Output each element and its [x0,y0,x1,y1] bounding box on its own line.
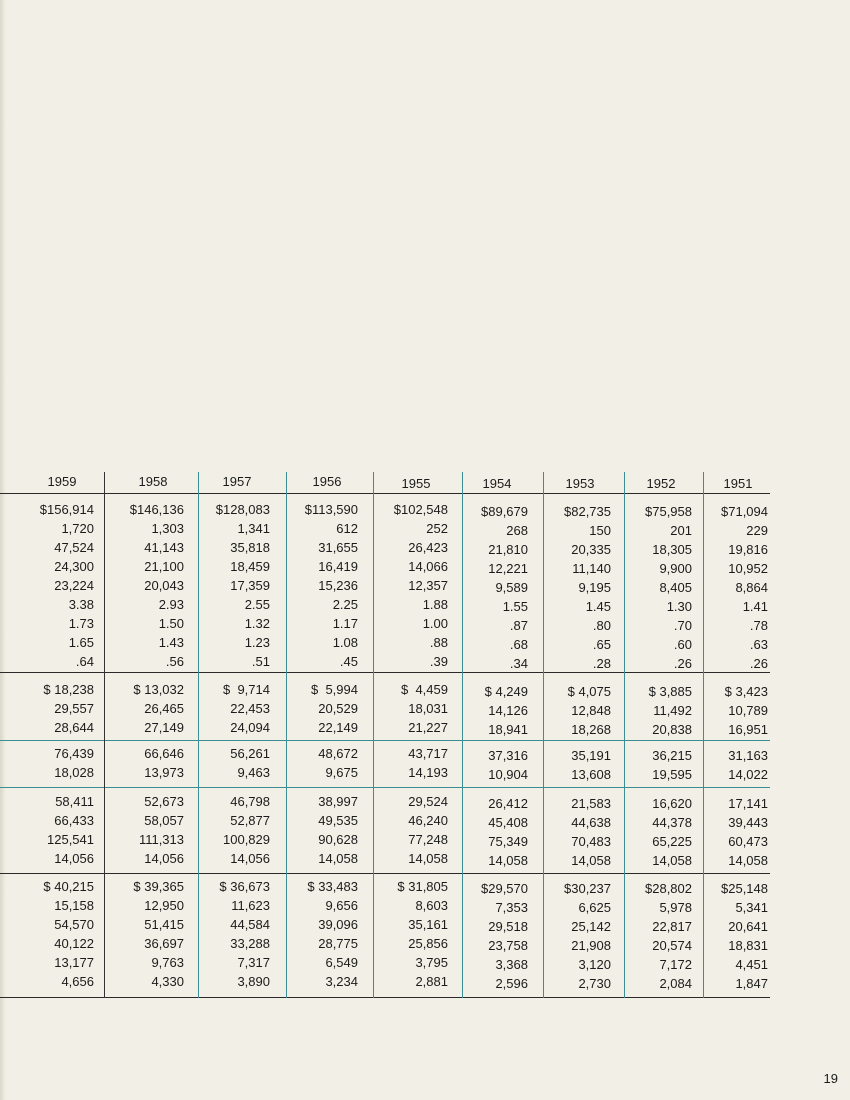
table-cell: $113,590 [304,502,358,517]
table-cell: 2,596 [495,976,528,991]
table-cell: .26 [673,656,692,671]
table-cell: 22,817 [652,919,692,934]
table-cell: 8,603 [415,898,448,913]
table-cell: 11,492 [653,703,692,718]
table-cell: 9,763 [151,955,184,970]
year-header-1954: 1954 [482,476,512,491]
table-cell: 66,433 [54,813,94,828]
table-cell: .51 [251,654,270,669]
table-cell: 3,795 [415,955,448,970]
table-cell: $156,914 [39,502,94,517]
table-cell: 31,655 [318,540,358,555]
table-cell: 14,058 [728,853,768,868]
table-cell: 4,330 [151,974,184,989]
table-cell: 14,056 [144,851,184,866]
table-cell: 2,881 [415,974,448,989]
table-cell: .64 [75,654,94,669]
table-cell: 3.38 [68,597,94,612]
table-cell: 2.55 [244,597,270,612]
table-cell: 14,058 [408,851,448,866]
table-cell: 3,368 [495,957,528,972]
table-cell: 2,730 [578,976,611,991]
table-cell: 23,224 [54,578,94,593]
table-cell: 43,717 [408,746,448,761]
table-cell: 111,313 [138,832,184,847]
table-cell: 5,978 [659,900,692,915]
table-cell: .78 [749,618,768,633]
table-cell: 20,529 [318,701,358,716]
table-cell: 36,215 [652,748,692,763]
table-cell: 15,236 [318,578,358,593]
page-number: 19 [823,1071,838,1086]
table-cell: 16,620 [652,796,692,811]
table-cell: $28,802 [645,881,692,896]
table-cell: 9,589 [495,580,528,595]
table-cell: 46,240 [408,813,448,828]
table-cell: .60 [673,637,692,652]
table-cell: 40,122 [54,936,94,951]
table-cell: 13,177 [54,955,94,970]
table-cell: 7,353 [495,900,528,915]
table-cell: 58,057 [144,813,184,828]
table-cell: 21,227 [408,720,448,735]
table-cell: 1.55 [502,599,528,614]
table-cell: 14,058 [652,853,692,868]
table-cell: 44,584 [230,917,270,932]
table-cell: 26,465 [144,701,184,716]
table-cell: 77,248 [408,832,448,847]
table-cell: $82,735 [564,504,611,519]
table-cell: .28 [592,656,611,671]
table-cell: 8,405 [659,580,692,595]
table-cell: 33,288 [230,936,270,951]
table-cell: 13,973 [144,765,184,780]
table-cell: 201 [670,523,692,538]
table-cell: 18,031 [408,701,448,716]
table-cell: 18,941 [488,722,528,737]
table-cell: $ 13,032 [133,682,184,697]
table-cell: 51,415 [144,917,184,932]
table-cell: 2,084 [659,976,692,991]
table-cell: .65 [592,637,611,652]
table-cell: 54,570 [54,917,94,932]
table-cell: .80 [592,618,611,633]
table-cell: 9,463 [237,765,270,780]
year-header-1951: 1951 [723,476,753,491]
table-cell: 14,193 [408,765,448,780]
table-cell: 35,191 [571,748,611,763]
table-cell: 36,697 [144,936,184,951]
table-cell: 24,094 [230,720,270,735]
table-cell: 60,473 [728,834,768,849]
table-cell: 21,100 [144,559,184,574]
table-cell: 14,058 [488,853,528,868]
year-header-1956: 1956 [312,474,342,489]
table-cell: $ 4,249 [484,684,528,699]
table-cell: 56,261 [230,746,270,761]
table-cell: 12,357 [408,578,448,593]
table-cell: $29,570 [481,881,528,896]
table-cell: 1.17 [332,616,358,631]
year-header-1959: 1959 [47,474,77,489]
table-cell: 4,451 [735,957,768,972]
table-cell: 22,453 [230,701,270,716]
table-cell: $ 33,483 [307,879,358,894]
table-cell: 6,625 [578,900,611,915]
table-cell: 38,997 [318,794,358,809]
table-cell: 20,574 [652,938,692,953]
table-cell: $71,094 [721,504,768,519]
table-cell: 21,583 [571,796,611,811]
table-cell: 65,225 [652,834,692,849]
rule-4 [0,873,770,874]
table-cell: 9,195 [578,580,611,595]
rule-2 [0,740,770,741]
table-cell: 18,305 [652,542,692,557]
table-cell: .68 [509,637,528,652]
table-cell: 25,856 [408,936,448,951]
table-cell: 1.41 [742,599,768,614]
table-cell: 90,628 [318,832,358,847]
rule-0 [0,493,770,494]
table-cell: $30,237 [564,881,611,896]
table-cell: 3,234 [325,974,358,989]
table-cell: 16,419 [318,559,358,574]
table-cell: 66,646 [144,746,184,761]
table-cell: 17,141 [728,796,768,811]
table-cell: 19,595 [652,767,692,782]
year-header-1953: 1953 [565,476,595,491]
table-cell: 1.43 [158,635,184,650]
table-cell: 1.73 [68,616,94,631]
table-cell: 14,058 [318,851,358,866]
year-header-1955: 1955 [401,476,431,491]
year-header-1952: 1952 [646,476,676,491]
table-cell: .88 [429,635,448,650]
table-cell: 18,459 [230,559,270,574]
year-header-1958: 1958 [138,474,168,489]
table-cell: 6,549 [325,955,358,970]
table-cell: 18,028 [54,765,94,780]
table-cell: 12,848 [571,703,611,718]
table-cell: 1.50 [158,616,184,631]
table-cell: $ 5,994 [311,682,358,697]
table-cell: 19,816 [728,542,768,557]
table-cell: 10,952 [728,561,768,576]
table-cell: 44,378 [652,815,692,830]
table-cell: 16,951 [728,722,768,737]
table-cell: 52,673 [144,794,184,809]
table-cell: 3,120 [578,957,611,972]
table-cell: $ 9,714 [223,682,270,697]
table-cell: 49,535 [318,813,358,828]
table-cell: 20,335 [571,542,611,557]
table-cell: 76,439 [54,746,94,761]
table-cell: $ 36,673 [219,879,270,894]
table-cell: 31,163 [728,748,768,763]
table-cell: 28,644 [54,720,94,735]
table-cell: 75,349 [488,834,528,849]
table-cell: .34 [509,656,528,671]
table-cell: 29,518 [488,919,528,934]
table-cell: 1.65 [68,635,94,650]
table-cell: 35,818 [230,540,270,555]
table-cell: 2.93 [158,597,184,612]
table-cell: 48,672 [318,746,358,761]
table-cell: 1.23 [244,635,270,650]
table-cell: 29,524 [408,794,448,809]
table-cell: 7,172 [659,957,692,972]
table-cell: $75,958 [645,504,692,519]
table-cell: .56 [165,654,184,669]
table-cell: 268 [506,523,528,538]
table-cell: 21,810 [488,542,528,557]
table-cell: $102,548 [393,502,448,517]
table-cell: 52,877 [230,813,270,828]
table-cell: 612 [336,521,358,536]
table-cell: .26 [749,656,768,671]
table-cell: 44,638 [571,815,611,830]
table-cell: 7,317 [237,955,270,970]
table-cell: 1.32 [244,616,270,631]
table-cell: .39 [429,654,448,669]
table-cell: 4,656 [61,974,94,989]
table-cell: 14,066 [408,559,448,574]
table-cell: 28,775 [318,936,358,951]
table-cell: 1.00 [422,616,448,631]
table-cell: 20,641 [728,919,768,934]
table-cell: $ 4,459 [401,682,448,697]
table-cell: 1,341 [237,521,270,536]
table-cell: 13,608 [571,767,611,782]
table-cell: 14,058 [571,853,611,868]
table-cell: 29,557 [54,701,94,716]
table-cell: 150 [589,523,611,538]
table-cell: 9,900 [659,561,692,576]
table-cell: $89,679 [481,504,528,519]
table-cell: 20,043 [144,578,184,593]
table-cell: 47,524 [54,540,94,555]
rule-3 [0,787,770,788]
table-cell: 20,838 [652,722,692,737]
table-cell: 1,847 [735,976,768,991]
table-cell: 18,268 [571,722,611,737]
table-cell: 9,656 [325,898,358,913]
table-cell: 14,022 [728,767,768,782]
table-cell: $25,148 [721,881,768,896]
table-cell: 39,443 [728,815,768,830]
year-header-1957: 1957 [222,474,252,489]
table-cell: $ 18,238 [43,682,94,697]
table-cell: .87 [509,618,528,633]
table-cell: 10,789 [728,703,768,718]
table-cell: $ 4,075 [567,684,611,699]
table-cell: 11,623 [231,898,270,913]
table-cell: 14,126 [488,703,528,718]
table-cell: $ 31,805 [397,879,448,894]
table-cell: 14,056 [54,851,94,866]
table-cell: 100,829 [223,832,270,847]
table-cell: 17,359 [230,578,270,593]
table-cell: 37,316 [488,748,528,763]
table-cell: 22,149 [318,720,358,735]
table-cell: $ 3,885 [648,684,692,699]
table-cell: 35,161 [408,917,448,932]
table-cell: 26,423 [408,540,448,555]
table-cell: $128,083 [215,502,270,517]
table-cell: 2.25 [332,597,358,612]
table-cell: 25,142 [571,919,611,934]
table-cell: 58,411 [55,794,94,809]
table-cell: 70,483 [571,834,611,849]
table-cell: 46,798 [230,794,270,809]
table-cell: .45 [339,654,358,669]
table-cell: 39,096 [318,917,358,932]
table-cell: 14,056 [230,851,270,866]
table-cell: $ 3,423 [724,684,768,699]
table-cell: 12,950 [144,898,184,913]
table-cell: 12,221 [488,561,528,576]
table-cell: 26,412 [488,796,528,811]
table-cell: 5,341 [735,900,768,915]
table-cell: 41,143 [144,540,184,555]
table-cell: 8,864 [735,580,768,595]
table-cell: 1.08 [332,635,358,650]
table-cell: $ 40,215 [43,879,94,894]
table-cell: 125,541 [47,832,94,847]
table-cell: .70 [673,618,692,633]
table-cell: 24,300 [54,559,94,574]
table-cell: 23,758 [488,938,528,953]
table-cell: 18,831 [728,938,768,953]
table-cell: 1,720 [61,521,94,536]
table-cell: 27,149 [144,720,184,735]
table-cell: 1.88 [422,597,448,612]
table-cell: 11,140 [572,561,611,576]
table-cell: 252 [426,521,448,536]
table-cell: 45,408 [488,815,528,830]
rule-5 [0,997,770,998]
table-cell: 3,890 [237,974,270,989]
table-cell: $146,136 [129,502,184,517]
table-cell: 10,904 [488,767,528,782]
table-cell: 1.45 [585,599,611,614]
table-cell: 21,908 [571,938,611,953]
table-cell: .63 [749,637,768,652]
table-cell: 229 [746,523,768,538]
table-cell: 1.30 [666,599,692,614]
table-cell: 1,303 [151,521,184,536]
table-cell: $ 39,365 [133,879,184,894]
table-cell: 15,158 [54,898,94,913]
table-cell: 9,675 [325,765,358,780]
